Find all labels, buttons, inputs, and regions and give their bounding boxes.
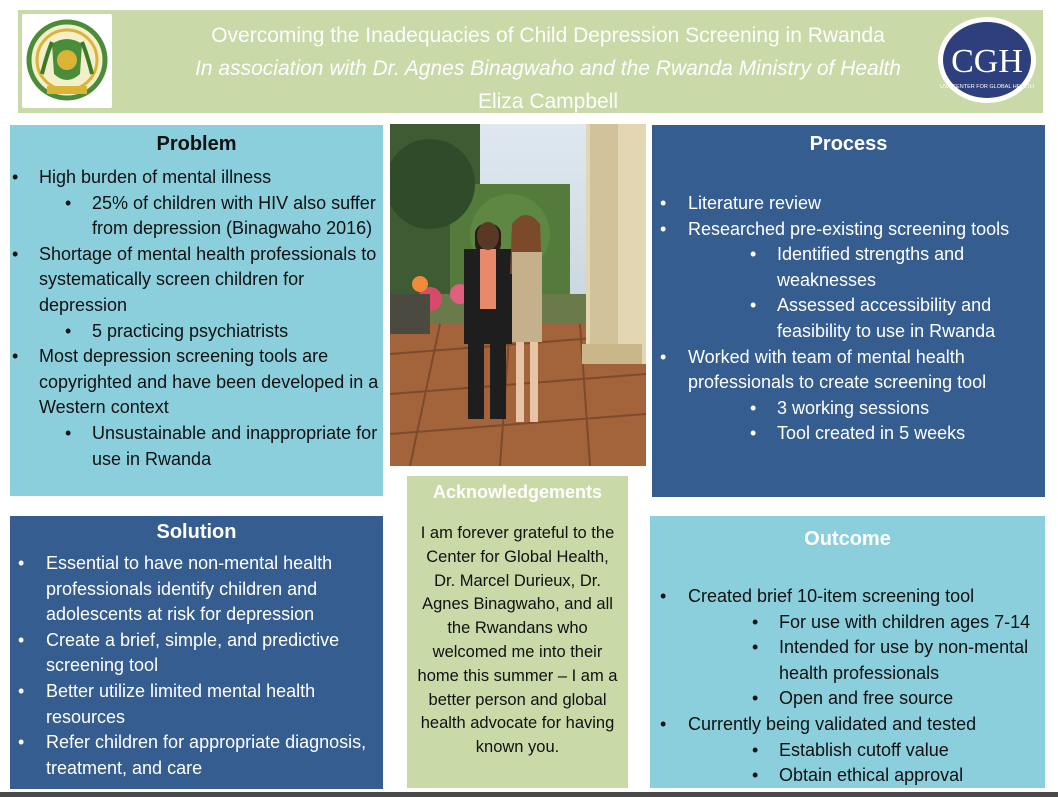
bottom-border (0, 792, 1058, 797)
author-name: Eliza Campbell (477, 90, 619, 113)
list-item: • High burden of mental illness • 25% of children with HIV also suffer from depression (Binagwaho 2016) (10, 165, 383, 242)
list-item: • Shortage of mental health professionals to systematically screen children for depression • 5 practicing psychiatrists (10, 242, 383, 344)
list-item: • Researched pre-existing screening tools • Identified strengths and weaknesses • Assessed accessibility and feasibility to use in Rwanda (652, 217, 1045, 345)
list-item: • Create a brief, simple, and predictive screening tool (10, 628, 383, 679)
list-subitem: • Obtain ethical approval (688, 763, 1045, 789)
cgh-logo (937, 16, 1037, 104)
list-subitem: • Establish cutoff value (688, 738, 1045, 764)
list-item: • Created brief 10-item screening tool • For use with children ages 7-14 • Intended for use by non-mental health professionals • Open and free source (650, 584, 1045, 712)
acknowledgements-panel (407, 476, 628, 788)
poster-subtitle: In association with Dr. Agnes Binagwaho and the Rwanda Ministry of Health (195, 57, 901, 80)
solution-list (10, 551, 383, 781)
list-subitem: • Intended for use by non-mental health professionals (688, 635, 1045, 686)
outcome-panel (650, 516, 1045, 788)
list-subitem: • Assessed accessibility and feasibility to use in Rwanda (688, 293, 1045, 344)
process-heading: Process (809, 133, 888, 155)
list-subitem: • Open and free source (688, 686, 1045, 712)
solution-heading: Solution (156, 521, 237, 543)
cgh-logo-caption: UVA CENTER FOR GLOBAL HEALTH (939, 84, 1035, 90)
list-item: • Better utilize limited mental health resources (10, 679, 383, 730)
photo-two-women-on-terrace (390, 124, 646, 466)
list-item: • Worked with team of mental health professionals to create screening tool • 3 working sessions • Tool created in 5 weeks (652, 345, 1045, 447)
list-subitem: • 3 working sessions (688, 396, 1045, 422)
list-item: • Essential to have non-mental health professionals identify children and adolescents at risk for depression (10, 551, 383, 628)
problem-panel (10, 125, 383, 496)
solution-panel (10, 516, 383, 789)
outcome-heading: Outcome (804, 528, 891, 550)
poster-title: Overcoming the Inadequacies of Child Depression Screening in Rwanda (211, 24, 885, 47)
problem-list (10, 165, 383, 472)
list-subitem: • Unsustainable and inappropriate for use in Rwanda (39, 421, 383, 472)
outcome-list (650, 584, 1045, 789)
list-item: • Literature review (652, 191, 1045, 217)
problem-heading: Problem (156, 133, 237, 155)
cgh-logo-text: CGH (951, 43, 1023, 80)
list-item: • Currently being validated and tested • Establish cutoff value • Obtain ethical approval (650, 712, 1045, 789)
header-text-area (18, 10, 1043, 113)
acknowledgements-text: I am forever grateful to the Center for Global Health, Dr. Marcel Durieux, Dr. Agnes Binagwaho, and all the Rwandans who welcomed me into their home this summer – I am a better person and global health advocate for having known you. (417, 524, 618, 757)
list-item: • Refer children for appropriate diagnosis, treatment, and care (10, 730, 383, 781)
process-list (652, 191, 1045, 447)
process-panel (652, 125, 1045, 497)
list-subitem: • Identified strengths and weaknesses (688, 242, 1045, 293)
list-subitem: • 5 practicing psychiatrists (39, 319, 383, 345)
list-item: • Most depression screening tools are copyrighted and have been developed in a Western context • Unsustainable and inappropriate for use in Rwanda (10, 344, 383, 472)
list-subitem: • 25% of children with HIV also suffer from depression (Binagwaho 2016) (39, 191, 383, 242)
acknowledgements-heading: Acknowledgements (432, 482, 603, 502)
list-subitem: • Tool created in 5 weeks (688, 421, 1045, 447)
list-subitem: • For use with children ages 7-14 (688, 610, 1045, 636)
